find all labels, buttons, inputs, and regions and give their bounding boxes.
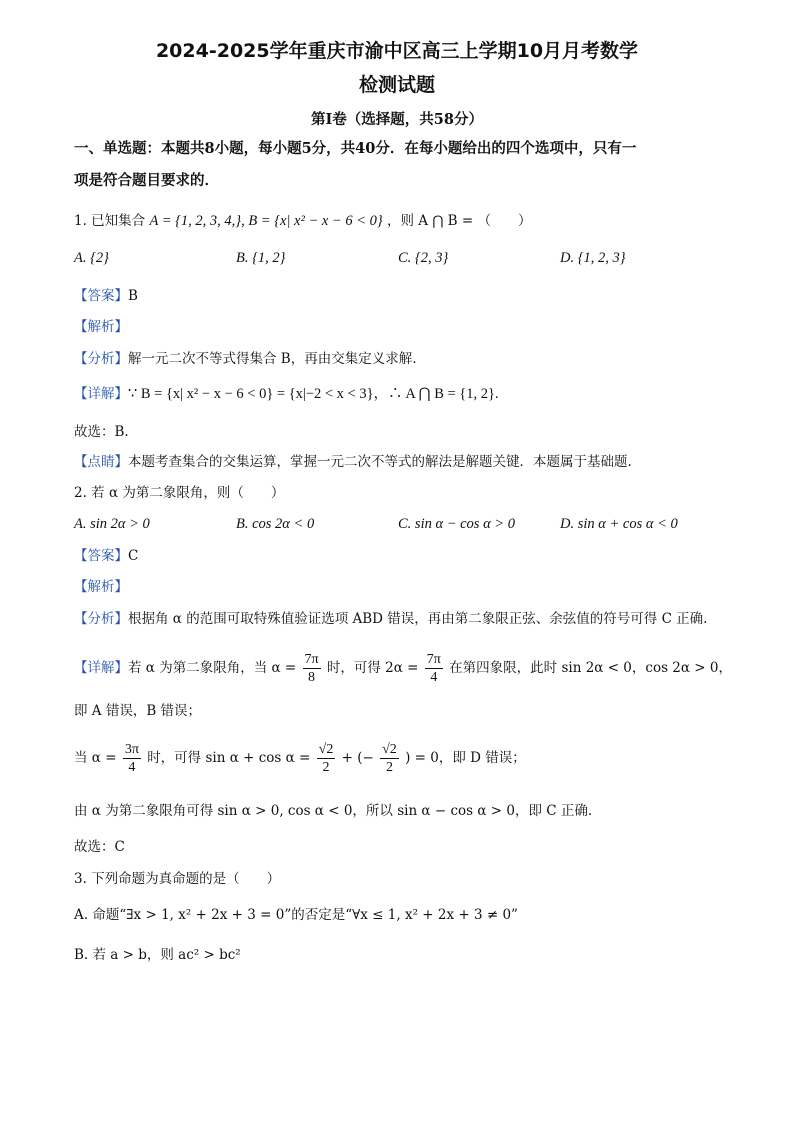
q1-option-c: C. {2, 3}	[398, 250, 449, 266]
fenxi-text: 根据角 α 的范围可取特殊值验证选项 ABD 错误，再由第二象限正弦、余弦值的符号可得 C 正确.	[128, 611, 708, 627]
q1-option-a: A. {2}	[74, 250, 109, 266]
q2-choose: 故选：C	[74, 839, 125, 855]
q1-comment	[74, 453, 632, 471]
detail-tag: 【详解】	[74, 660, 128, 676]
comment-text: 本题考查集合的交集运算，掌握一元二次不等式的解法是解题关键．本题属于基础题.	[128, 454, 632, 470]
fraction-7pi-8: $\frac{7\pi}{8}$	[304, 652, 319, 685]
when-text-d: ) = 0，即 D 错误；	[405, 750, 526, 766]
q2-option-a: A. sin 2α > 0	[74, 516, 150, 532]
section-heading: 一、单选题：本题共8小题，每小题5分，共40分．在每小题给出的四个选项中，只有一	[74, 140, 637, 157]
q1-analysis-tag: 【解析】	[74, 319, 128, 335]
detail-text-b: 时，可得 2α =	[326, 660, 419, 676]
q2-detail	[74, 648, 732, 688]
detail-tag: 【详解】	[74, 386, 128, 402]
answer-tag: 【答案】	[74, 288, 128, 304]
answer-tag: 【答案】	[74, 548, 128, 564]
q1-option-d: D. {1, 2, 3}	[560, 250, 626, 266]
fenxi-tag: 【分析】	[74, 351, 128, 367]
q1-choose: 故选：B.	[74, 424, 129, 440]
q3-option-a: A. 命题“∃x > 1, x² + 2x + 3 = 0”的否定是“∀x ≤ 1, x² + 2x + 3 ≠ 0”	[74, 907, 518, 923]
q2-option-b: B. cos 2α < 0	[236, 516, 315, 532]
section-heading-cont: 项是符合题目要求的．	[74, 172, 219, 189]
fraction-sqrt2-2: $\frac{√2}{2}$	[318, 742, 334, 775]
detail-text: ∵ B = {x| x² − x − 6 < 0} = {x|−2 < x < 3}，∴ A ⋂ B = {1, 2}.	[128, 386, 499, 402]
q1-option-b: B. {1, 2}	[236, 250, 286, 266]
document-title: 2024-2025学年重庆市渝中区高三上学期10月月考数学	[155, 40, 639, 62]
question-1-stem	[74, 212, 532, 230]
q2-option-d: D. sin α + cos α < 0	[560, 516, 678, 532]
fraction-7pi-4: $\frac{7\pi}{4}$	[426, 652, 441, 685]
q1-detail	[74, 385, 499, 403]
answer-value: C	[128, 548, 139, 564]
question-2-stem: 2. 若 α 为第二象限角，则（ ）	[74, 485, 285, 501]
detail-text-c: 在第四象限，此时 sin 2α < 0，cos 2α > 0，	[449, 660, 732, 676]
q2-when-line	[74, 738, 526, 778]
fenxi-tag: 【分析】	[74, 611, 128, 627]
question-3-stem: 3. 下列命题为真命题的是（ ）	[74, 871, 281, 887]
q3-option-b: B. 若 a > b，则 ac² > bc²	[74, 947, 241, 963]
q1-answer	[74, 287, 138, 305]
when-text-a: 当 α =	[74, 750, 117, 766]
detail-text-a: 若 α 为第二象限角，当 α =	[128, 660, 297, 676]
q1-prefix: 1. 已知集合	[74, 213, 146, 229]
fraction-sqrt2-2-neg: $\frac{√2}{2}$	[382, 742, 397, 775]
answer-value: B	[128, 288, 138, 304]
fenxi-text: 解一元二次不等式得集合 B，再由交集定义求解.	[128, 351, 417, 367]
when-text-c: + (−	[341, 750, 374, 766]
comment-tag: 【点睛】	[74, 454, 128, 470]
fraction-3pi-4: $\frac{3\pi}{4}$	[124, 742, 139, 775]
q1-sets: A = {1, 2, 3, 4,}, B = {x| x² − x − 6 < 0}	[149, 213, 383, 229]
q1-suffix: ，则 A ⋂ B = （ ）	[386, 213, 532, 229]
q2-option-c: C. sin α − cos α > 0	[398, 516, 515, 532]
q2-analysis-tag: 【解析】	[74, 579, 128, 595]
q2-fenxi	[74, 610, 707, 628]
document-title-line2: 检测试题	[358, 74, 435, 96]
volume-heading: 第I卷（选择题，共58分）	[311, 111, 483, 128]
when-text-b: 时，可得 sin α + cos α =	[147, 750, 311, 766]
q2-reason: 由 α 为第二象限角可得 sin α > 0, cos α < 0，所以 sin α − cos α > 0，即 C 正确.	[74, 803, 593, 819]
q2-ab-wrong: 即 A 错误，B 错误；	[74, 703, 202, 719]
q2-answer	[74, 547, 138, 565]
q1-fenxi	[74, 350, 417, 368]
